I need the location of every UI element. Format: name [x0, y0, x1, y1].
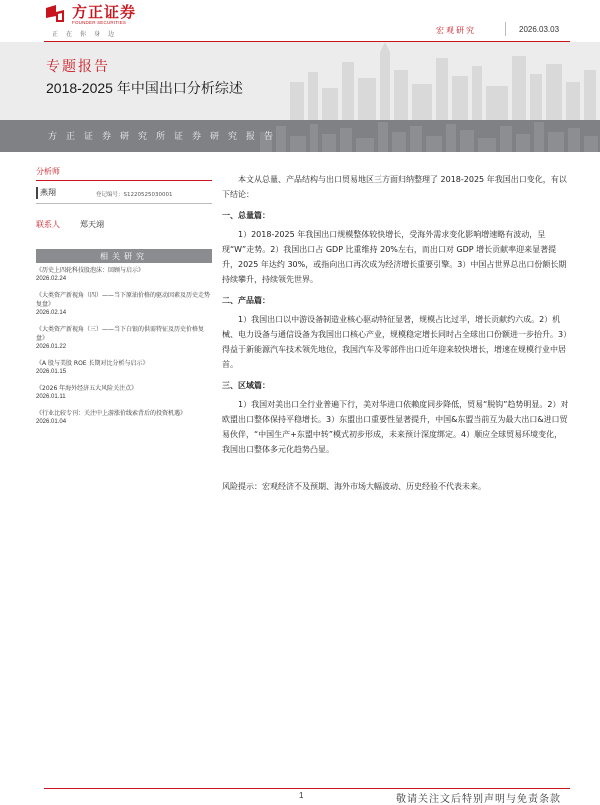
section-heading-total: 一、总量篇：: [222, 211, 270, 220]
page-number: 1: [299, 791, 304, 800]
report-date: 2026.03.03: [519, 25, 560, 34]
related-research-date: 2026.01.04: [36, 419, 67, 425]
related-research-title-text: 《A 股与美股 ROE 长期对比分析与启示》: [36, 360, 149, 367]
related-research-item[interactable]: [36, 409, 212, 427]
contact-label: 联系人: [36, 220, 60, 229]
section-heading-region: 三、区域篇：: [222, 381, 270, 390]
skyline-decoration-image: [250, 120, 600, 152]
analyst-name: 燕翔: [40, 188, 56, 197]
header-separator: [505, 22, 506, 36]
section-heading-product: 二、产品篇：: [222, 296, 270, 305]
related-research-title-text: 《大类资产新视角（四）——当下原油价格的驱动因素及历史走势复盘》: [36, 292, 211, 308]
disclaimer-link[interactable]: 敬请关注文后特别声明与免责条款: [396, 794, 561, 805]
institute-text: 方正证券研究所证券研究报告: [48, 132, 283, 142]
section-text-product: 1）我国出口以中游设备制造业核心驱动特征显著，规模占比过半，增长贡献约六成。2）机械、电力设备与通信设备为我国出口核心产业，规模稳定增长同时占全球出口份额进一步抬升。3）得益于新能源汽车技术领先地位，我国汽车及零部件出口近年迎来较快增长，增速在规模行业中居首。: [222, 315, 568, 369]
logo-text: 方正证券: [72, 3, 137, 21]
related-research-date: 2026.01.11: [36, 394, 66, 400]
founder-logo-icon: [44, 4, 70, 24]
related-research-title-text: 《行业比较专刊：关注中上游涨价线索背后的投资机遇》: [36, 410, 187, 417]
footer-rule: [44, 788, 570, 789]
analyst-marker: [36, 187, 38, 199]
contact-name: 郑天翊: [80, 220, 104, 229]
slogan: 正在你身边: [52, 31, 123, 38]
analyst-rule: [36, 180, 212, 181]
related-research-title: 相关研究: [100, 252, 148, 261]
related-research-title-text: 《大类资产新视角（三）——当下白银的供需特征及历史价格复盘》: [36, 326, 205, 342]
related-research-date: 2026.02.24: [36, 276, 67, 282]
related-research-title-text: 《历史上四轮科技股泡沫：回顾与启示》: [36, 267, 145, 274]
related-research-item[interactable]: [36, 384, 212, 402]
related-research-item[interactable]: [36, 359, 212, 377]
section-text-region: 1）我国对美出口全行业普遍下行，美对华进口依赖度同步降低，贸易“脱钩”趋势明显。2）对欧盟出口整体保持平稳增长。3）东盟出口重要性显著提升，中国&东盟当前互为最大出口&进口贸易伙伴，“中国生产+东盟中转”模式初步形成，未来预计深度绑定。4）顺应全球贸易环境变化，我国出口整体多元化趋势凸显。: [222, 400, 569, 454]
related-research-title-text: 《2026 年海外经济五大风险关注点》: [36, 385, 138, 392]
summary-intro: 本文从总量、产品结构与出口贸易地区三方面归纳整理了 2018-2025 年我国出口变化，有以下结论：: [222, 175, 567, 199]
report-category: 宏观研究: [436, 26, 476, 35]
analyst-registration: 登记编号：S1220525030001: [96, 192, 173, 198]
analyst-label: 分析师: [36, 167, 60, 176]
city-skyline-image: [270, 42, 600, 120]
related-research-list: [36, 266, 212, 434]
related-research-item[interactable]: [36, 266, 212, 284]
related-research-date: 2026.01.22: [36, 344, 67, 350]
report-summary: [222, 172, 570, 502]
document-type: 专题报告: [46, 59, 110, 75]
document-title: 2018-2025 年中国出口分析综述: [46, 80, 243, 96]
related-research-date: 2026.02.14: [36, 310, 67, 316]
related-research-item[interactable]: [36, 325, 212, 352]
related-research-item[interactable]: [36, 291, 212, 318]
analyst-divider: [36, 203, 212, 204]
logo-english-text: FOUNDER SECURITIES: [72, 20, 127, 25]
related-research-date: 2026.01.15: [36, 369, 67, 375]
risk-warning: 风险提示：宏观经济不及预期、海外市场大幅波动、历史经验不代表未来。: [222, 482, 486, 491]
section-text-total: 1）2018-2025 年我国出口规模整体较快增长，受海外需求变化影响增速略有波动，呈现“W”走势。2）我国出口占 GDP 比重维持 20%左右，而出口对 GDP 增长贡献率迎来显著提升，2025 年达约 30%，或指向出口再次成为经济增长重要引擎。3）中国占世界总出口份额长期持续攀升，持续领先世界。: [222, 230, 567, 284]
